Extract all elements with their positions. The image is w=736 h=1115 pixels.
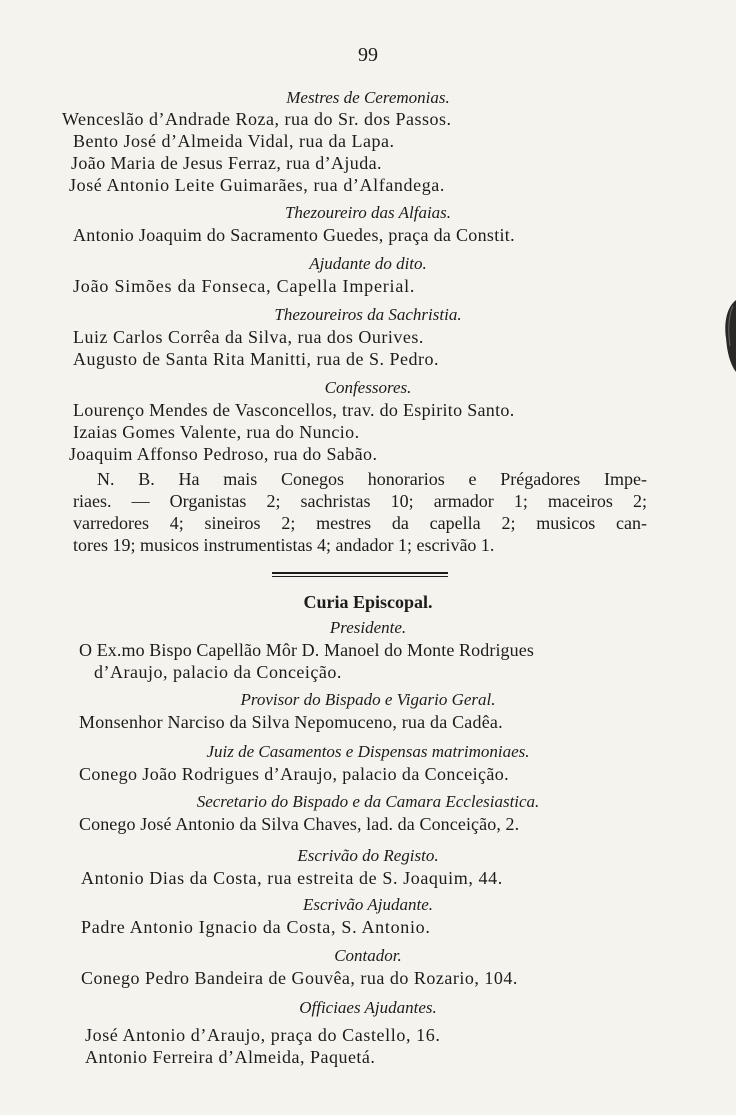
entry-line: Conego João Rodrigues d’Araujo, palacio da Conceição. bbox=[79, 764, 510, 784]
heading-contador: Contador. bbox=[334, 946, 402, 965]
heading-confessores: Confessores. bbox=[324, 378, 412, 397]
entry-line: Augusto de Santa Rita Manitti, rua de S. Pedro. bbox=[73, 349, 439, 369]
section-title-curia: Curia Episcopal. bbox=[303, 592, 433, 612]
entry-line: Wenceslão d’Andrade Roza, rua do Sr. dos Passos. bbox=[62, 109, 452, 129]
heading-escrivao-registo: Escrivão do Registo. bbox=[297, 846, 439, 865]
entry-line: Bento José d’Almeida Vidal, rua da Lapa. bbox=[73, 131, 395, 151]
note-line: varredores 4; sineiros 2; mestres da capella 2; musicos can- bbox=[73, 513, 647, 533]
note-line: riaes. — Organistas 2; sachristas 10; armador 1; maceiros 2; bbox=[73, 491, 647, 511]
entry-line: Antonio Ferreira d’Almeida, Paquetá. bbox=[85, 1047, 376, 1067]
section-divider bbox=[272, 572, 448, 574]
entry-line: O Ex.mo Bispo Capellão Môr D. Manoel do Monte Rodrigues bbox=[79, 640, 534, 660]
heading-officiaes: Officiaes Ajudantes. bbox=[299, 998, 437, 1017]
heading-secretario: Secretario do Bispado e da Camara Ecclesiastica. bbox=[196, 792, 540, 811]
heading-juiz: Juiz de Casamentos e Dispensas matrimoniaes. bbox=[206, 742, 530, 761]
entry-line: Conego Pedro Bandeira de Gouvêa, rua do Rozario, 104. bbox=[81, 968, 518, 988]
heading-thezoureiros-sachristia: Thezoureiros da Sachristia. bbox=[274, 305, 462, 324]
note-line: N. B. Ha mais Conegos honorarios e Prégadores Impe- bbox=[97, 469, 647, 489]
entry-line: Izaias Gomes Valente, rua do Nuncio. bbox=[73, 422, 360, 442]
heading-mestres: Mestres de Ceremonias. bbox=[286, 88, 450, 107]
heading-provisor: Provisor do Bispado e Vigario Geral. bbox=[240, 690, 496, 709]
heading-presidente: Presidente. bbox=[329, 618, 407, 637]
entry-line: João Maria de Jesus Ferraz, rua d’Ajuda. bbox=[71, 153, 382, 173]
heading-thezoureiro-alfaias: Thezoureiro das Alfaias. bbox=[284, 203, 452, 222]
entry-line: Monsenhor Narciso da Silva Nepomuceno, rua da Cadêa. bbox=[79, 712, 503, 732]
entry-line: Padre Antonio Ignacio da Costa, S. Antonio. bbox=[81, 917, 431, 937]
page-number: 99 bbox=[358, 44, 378, 66]
binding-edge-mark bbox=[722, 296, 736, 376]
entry-line: Luiz Carlos Corrêa da Silva, rua dos Ourives. bbox=[73, 327, 424, 347]
entry-line: Antonio Dias da Costa, rua estreita de S. Joaquim, 44. bbox=[81, 868, 503, 888]
entry-line: d’Araujo, palacio da Conceição. bbox=[94, 662, 342, 682]
entry-line: Joaquim Affonso Pedroso, rua do Sabão. bbox=[69, 444, 378, 464]
entry-line: Antonio Joaquim do Sacramento Guedes, praça da Constit. bbox=[73, 225, 515, 245]
heading-ajudante: Ajudante do dito. bbox=[309, 254, 427, 273]
entry-line: José Antonio Leite Guimarães, rua d’Alfandega. bbox=[69, 175, 445, 195]
entry-line: José Antonio d’Araujo, praça do Castello, 16. bbox=[85, 1025, 441, 1045]
entry-line: Conego José Antonio da Silva Chaves, lad. da Conceição, 2. bbox=[79, 814, 520, 834]
note-line: tores 19; musicos instrumentistas 4; andador 1; escrivão 1. bbox=[73, 535, 495, 555]
entry-line: João Simões da Fonseca, Capella Imperial. bbox=[73, 276, 416, 296]
heading-escrivao-ajudante: Escrivão Ajudante. bbox=[303, 895, 433, 914]
entry-line: Lourenço Mendes de Vasconcellos, trav. do Espirito Santo. bbox=[73, 400, 515, 420]
